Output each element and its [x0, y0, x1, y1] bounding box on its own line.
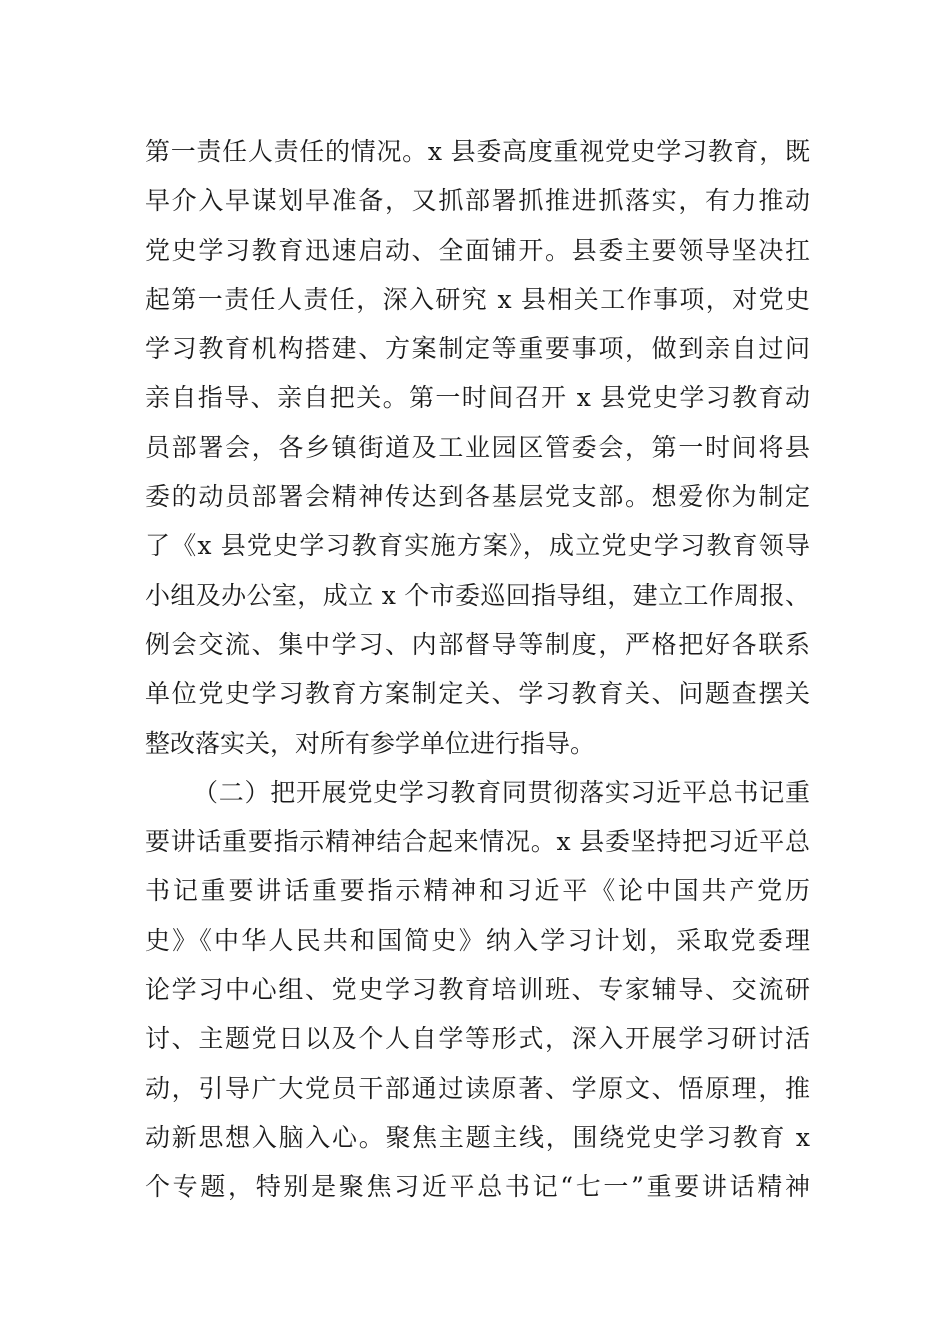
text-line: 动，引导广大党员干部通过读原著、学原文、悟原理，推 [145, 1073, 810, 1103]
text-line: 论学习中心组、党史学习教育培训班、专家辅导、交流研 [145, 975, 810, 1005]
text-line: 亲自指导、亲自把关。第一时间召开 x 县党史学习教育动 [145, 383, 810, 413]
text-line: 史》《中华人民共和国简史》纳入学习计划，采取党委理 [145, 925, 810, 955]
text-line: 员部署会，各乡镇街道及工业园区管委会，第一时间将县 [145, 432, 810, 462]
text-line: 小组及办公室，成立 x 个市委巡回指导组，建立工作周报、 [145, 580, 810, 610]
text-line: 例会交流、集中学习、内部督导等制度，严格把好各联系 [145, 629, 810, 659]
text-line: 第一责任人责任的情况。x 县委高度重视党史学习教育，既 [145, 137, 810, 166]
text-line: 学习教育机构搭建、方案制定等重要事项，做到亲自过问 [145, 334, 810, 364]
text-line: 委的动员部署会精神传达到各基层党支部。想爱你为制定 [145, 482, 810, 512]
text-line: 单位党史学习教育方案制定关、学习教育关、问题查摆关 [145, 679, 810, 709]
body-text [145, 127, 810, 1212]
section-heading-line: （二）把开展党史学习教育同贯彻落实习近平总书记重 [193, 777, 810, 807]
text-line: 早介入早谋划早准备，又抓部署抓推进抓落实，有力推动 [145, 186, 810, 216]
text-line: 党史学习教育迅速启动、全面铺开。县委主要领导坚决扛 [145, 235, 810, 265]
text-line: 了《x 县党史学习教育实施方案》，成立党史学习教育领导 [145, 531, 810, 561]
text-line: 起第一责任人责任，深入研究 x 县相关工作事项，对党史 [145, 284, 810, 314]
text-line: 讨、主题党日以及个人自学等形式，深入开展学习研讨活 [145, 1024, 810, 1054]
text-line: 动新思想入脑入心。聚焦主题主线，围绕党史学习教育 x [145, 1122, 810, 1152]
text-line: 书记重要讲话重要指示精神和习近平《论中国共产党历 [145, 876, 810, 906]
text-line: 要讲话重要指示精神结合起来情况。x 县委坚持把习近平总 [145, 827, 810, 857]
text-line: 个专题，特别是聚焦习近平总书记“七一”重要讲话精神 [145, 1172, 810, 1202]
text-line: 整改落实关，对所有参学单位进行指导。 [145, 728, 596, 758]
